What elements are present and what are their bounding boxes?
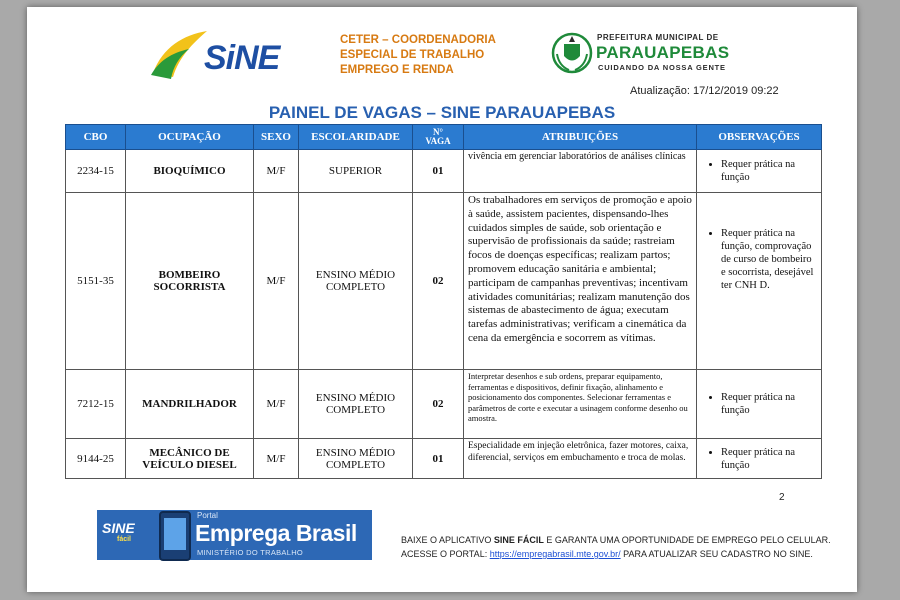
banner-title: Emprega Brasil bbox=[195, 520, 357, 546]
footer-line-1-pre: BAIXE O APLICATIVO bbox=[401, 535, 494, 545]
cell-ocupacao: BOMBEIRO SOCORRISTA bbox=[126, 193, 254, 370]
ceter-line-3: EMPREGO E RENDA bbox=[340, 64, 454, 76]
ceter-heading bbox=[340, 33, 496, 78]
job-table bbox=[65, 124, 822, 479]
footer-line-2 bbox=[401, 547, 831, 561]
header-cbo: CBO bbox=[66, 125, 126, 150]
banner-sine-text: SINE bbox=[102, 520, 135, 536]
footer-line-2-pre: ACESSE O PORTAL: bbox=[401, 549, 490, 559]
cell-atribuicoes: vivência em gerenciar laboratórios de análises clínicas bbox=[464, 150, 697, 193]
prefeitura-line-3: CUIDANDO DA NOSSA GENTE bbox=[598, 63, 726, 72]
cell-atribuicoes: Especialidade em injeção eletrônica, fazer motores, caixa, diferencial, serviços em embuchamento e troca de molas. bbox=[464, 439, 697, 479]
header-vagas-n: N° bbox=[432, 127, 444, 137]
cell-atribuicoes: Os trabalhadores em serviços de promoção e apoio à saúde, assistem pacientes, dispensando-lhes cuidados simples de saúde, sob orientação e supervisão de profissionais da saúde; rastreiam focos de doenças específicas; realizam partos; promovem educação sanitária e ambiental; participam de campanhas preventivas; incentivam atividades comunitárias; realizam manutenção dos sistemas de abastecimento de água; executam tarefas administrativas; verificam a cinemática da cena da emergência e socorrem as vítimas. bbox=[464, 193, 697, 370]
cell-cbo: 9144-25 bbox=[66, 439, 126, 479]
header-escolaridade: ESCOLARIDADE bbox=[299, 125, 413, 150]
cell-cbo: 2234-15 bbox=[66, 150, 126, 193]
cell-sexo: M/F bbox=[254, 370, 299, 439]
cell-vagas: 01 bbox=[413, 439, 464, 479]
emprega-brasil-banner bbox=[97, 510, 372, 560]
footer-note bbox=[401, 533, 831, 561]
header-ocupacao: OCUPAÇÃO bbox=[126, 125, 254, 150]
update-timestamp: Atualização: 17/12/2019 09:22 bbox=[630, 85, 779, 97]
observacao-item: • Requer prática na função, comprovação de curso de bombeiro e socorrista, desejável ter CNH D. bbox=[721, 227, 817, 292]
header-observacoes: OBSERVAÇÕES bbox=[697, 125, 822, 150]
header-sexo: SEXO bbox=[254, 125, 299, 150]
page-title: PAINEL DE VAGAS – SINE PARAUAPEBAS bbox=[268, 103, 616, 122]
footer-line-1-post: E GARANTA UMA OPORTUNIDADE DE EMPREGO PELO CELULAR. bbox=[543, 535, 831, 545]
cell-sexo: M/F bbox=[254, 150, 299, 193]
cell-vagas: 02 bbox=[413, 370, 464, 439]
sine-logo-icon bbox=[149, 27, 209, 82]
header-vagas-label: VAGA bbox=[425, 136, 451, 146]
cell-sexo: M/F bbox=[254, 439, 299, 479]
cell-escolaridade: ENSINO MÉDIO COMPLETO bbox=[299, 193, 413, 370]
observacao-item: • Requer prática na função bbox=[721, 391, 817, 417]
cell-escolaridade: ENSINO MÉDIO COMPLETO bbox=[299, 370, 413, 439]
table-row bbox=[66, 150, 822, 193]
observacao-item: • Requer prática na função bbox=[721, 158, 817, 184]
prefeitura-line-2: PARAUAPEBAS bbox=[596, 43, 730, 62]
cell-sexo: M/F bbox=[254, 193, 299, 370]
banner-facil-text: fácil bbox=[117, 536, 132, 543]
cell-ocupacao: MANDRILHADOR bbox=[126, 370, 254, 439]
cell-observacoes bbox=[697, 370, 822, 439]
phone-icon bbox=[159, 511, 191, 561]
portal-link[interactable]: https://empregabrasil.mte.gov.br/ bbox=[489, 549, 621, 559]
prefeitura-logo bbox=[549, 30, 739, 78]
cell-vagas: 02 bbox=[413, 193, 464, 370]
cell-observacoes bbox=[697, 439, 822, 479]
table-header-row bbox=[66, 125, 822, 150]
footer-app-name: SINE FÁCIL bbox=[493, 535, 544, 545]
cell-ocupacao: BIOQUÍMICO bbox=[126, 150, 254, 193]
prefeitura-line-1: PREFEITURA MUNICIPAL DE bbox=[597, 33, 719, 42]
table-row bbox=[66, 370, 822, 439]
cell-ocupacao: MECÂNICO DE VEÍCULO DIESEL bbox=[126, 439, 254, 479]
table-row bbox=[66, 193, 822, 370]
ceter-line-1: CETER – COORDENADORIA bbox=[340, 34, 496, 46]
cell-observacoes bbox=[697, 193, 822, 370]
sine-logo-text: SiNE bbox=[204, 39, 280, 77]
cell-escolaridade: ENSINO MÉDIO COMPLETO bbox=[299, 439, 413, 479]
coat-of-arms-icon bbox=[551, 32, 593, 74]
banner-ministerio: MINISTÉRIO DO TRABALHO bbox=[197, 548, 304, 557]
sine-logo bbox=[149, 27, 289, 82]
cell-escolaridade: SUPERIOR bbox=[299, 150, 413, 193]
cell-atribuicoes: Interpretar desenhos e sub ordens, preparar equipamento, ferramentas e dispositivos, definir fixação, alinhamento e posicionamento dos componentes. Selecionar ferramentas e parâmetros de corte e executar a usinagem conforme desenho ou amostra. bbox=[464, 370, 697, 439]
cell-observacoes bbox=[697, 150, 822, 193]
cell-cbo: 5151-35 bbox=[66, 193, 126, 370]
header-vagas bbox=[413, 125, 464, 150]
page-number: 2 bbox=[779, 492, 785, 503]
banner-portal-text: Portal bbox=[197, 511, 218, 520]
table-row bbox=[66, 439, 822, 479]
cell-cbo: 7212-15 bbox=[66, 370, 126, 439]
cell-vagas: 01 bbox=[413, 150, 464, 193]
footer-line-2-post: PARA ATUALIZAR SEU CADASTRO NO SINE. bbox=[620, 549, 813, 559]
document-page bbox=[27, 7, 857, 592]
observacao-item: • Requer prática na função bbox=[721, 446, 817, 472]
ceter-line-2: ESPECIAL DE TRABALHO bbox=[340, 49, 485, 61]
header-atribuicoes: ATRIBUIÇÕES bbox=[464, 125, 697, 150]
footer-line-1 bbox=[401, 533, 831, 547]
